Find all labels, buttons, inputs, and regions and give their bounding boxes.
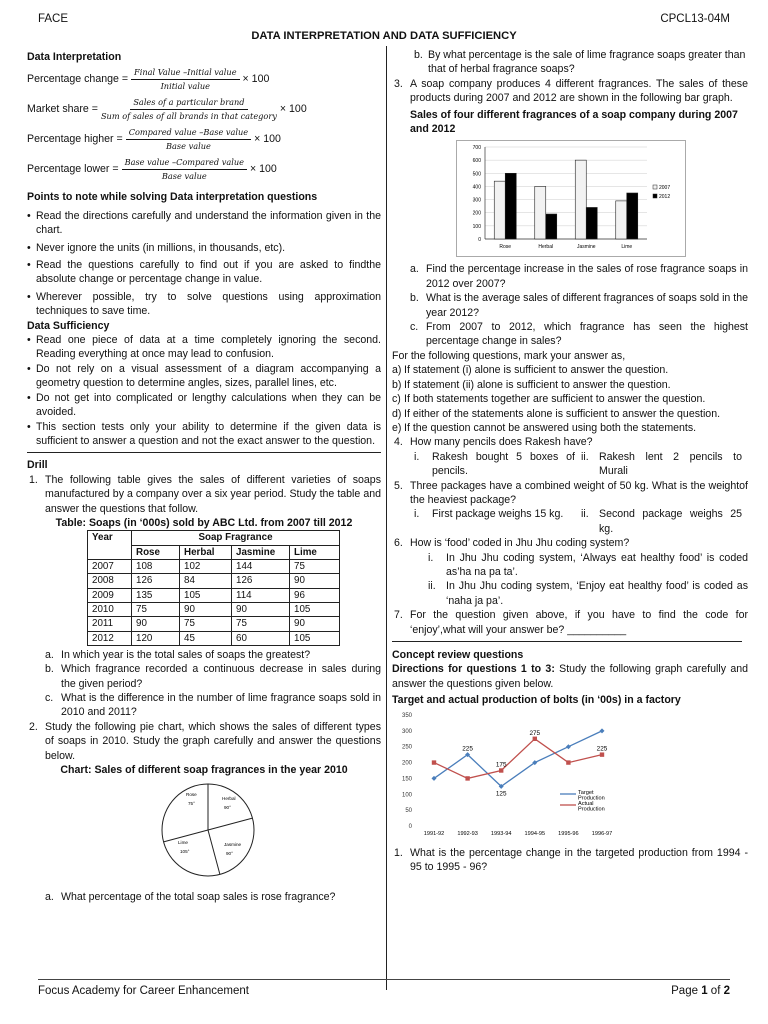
bar-legend-swatch — [653, 194, 657, 198]
footer-academy: Focus Academy for Career Enhancement — [38, 985, 249, 997]
formula-fraction — [126, 127, 251, 152]
line-point — [465, 776, 469, 780]
point-item: • Read the directions carefully and understand the information given in the chart. — [27, 209, 381, 238]
line-point — [600, 728, 605, 733]
table-cell: 90 — [180, 602, 232, 616]
year-cell: 2011 — [88, 617, 132, 631]
pie-chart-wrap — [27, 780, 381, 884]
table-cell: 90 — [132, 617, 180, 631]
ds-point-item: • Do not get into complicated or lengthy calculations when they can be avoided. — [27, 391, 381, 420]
bar-legend-label: 2007 — [659, 185, 671, 192]
line-x-label: 1996-97 — [591, 830, 613, 837]
column-header: Lime — [290, 545, 340, 559]
table-row — [88, 559, 340, 573]
ds-option — [392, 363, 748, 377]
table-caption: Table: Soaps (in ‘000s) sold by ABC Ltd. from 2007 till 2012 — [55, 516, 353, 529]
question-number: 2. — [29, 720, 38, 733]
formula-denominator: Sum of sales of all brands in that category — [100, 110, 277, 121]
pie-label: Herbal — [222, 795, 236, 801]
question-4-statements — [392, 450, 748, 479]
formula-multiplier: × 100 — [254, 133, 281, 146]
page-title: DATA INTERPRETATION AND DATA SUFFICIENCY — [251, 30, 517, 42]
points-heading: Points to note while solving Data interpretation questions — [27, 191, 318, 204]
question-5-statements — [392, 507, 748, 536]
option-text: If either of the statements alone is sufficient to answer the question. — [404, 407, 721, 420]
line-legend-label: Production — [578, 795, 605, 802]
line-x-label: 1992-93 — [457, 830, 478, 837]
question-1-subparts — [27, 648, 381, 720]
question-number: 3. — [394, 77, 403, 90]
ds-heading: Data Sufficiency — [27, 319, 110, 332]
table-cell: 144 — [232, 559, 290, 573]
bar-herbal-2007 — [535, 187, 546, 240]
question-number: 1. — [29, 473, 38, 486]
line-data-label: 125 — [495, 789, 507, 797]
line-data-label: 275 — [529, 729, 541, 737]
point-item: • Never ignore the units (in millions, in thousands, etc). — [27, 241, 381, 255]
table-cell: 75 — [132, 602, 180, 616]
question-number: 1. — [394, 847, 403, 860]
statement-ii: ii. Second package weighs 25 kg. — [581, 508, 742, 535]
bar-x-label: Jasmine — [576, 244, 596, 251]
bar-y-tick: 600 — [472, 158, 481, 165]
table-row — [88, 617, 340, 631]
question-text: Study the following pie chart, which shows the sales of different types of soaps in 2010. Study the graph carefully and answer the questions below. — [45, 720, 381, 762]
line-point — [533, 736, 537, 740]
line-legend-label: Production — [578, 806, 605, 813]
directions: Directions for questions 1 to 3: Study the following graph carefully and answer the questions given below. — [392, 663, 749, 690]
line-series-actual — [434, 738, 602, 778]
section-divider — [392, 641, 742, 642]
formula-multiplier: × 100 — [279, 103, 307, 116]
question-2-subparts — [27, 890, 381, 904]
table-cell: 102 — [180, 559, 232, 573]
table-row — [88, 602, 340, 616]
pie-label: Jasmine — [224, 841, 242, 847]
line-point — [566, 744, 571, 749]
column-header: Rose — [132, 545, 180, 559]
formula-row — [27, 154, 381, 184]
line-x-label: 1991-92 — [423, 830, 445, 837]
ds-intro: For the following questions, mark your answer as, — [392, 349, 626, 362]
line-legend-label: Actual — [578, 800, 594, 807]
sub-question — [27, 691, 381, 720]
crq-question-1 — [392, 846, 748, 875]
bar-jasmine-2007 — [575, 161, 586, 240]
sub-question — [27, 890, 381, 904]
sub-text: Which fragrance recorded a continuous decrease in sales during the given period? — [61, 663, 381, 690]
question-3-subparts — [392, 262, 748, 348]
question-1 — [27, 473, 381, 516]
bar-y-tick: 500 — [472, 171, 481, 178]
ds-points-list — [27, 333, 381, 448]
formula-label: Percentage change = — [27, 73, 129, 86]
question-2b — [392, 48, 748, 77]
fragrance-header: Soap Fragrance — [132, 531, 340, 545]
line-y-tick: 250 — [401, 744, 412, 751]
table-cell: 45 — [180, 631, 232, 645]
line-legend-label: Target — [578, 789, 594, 796]
line-y-tick: 100 — [401, 791, 412, 798]
formula-row — [27, 94, 381, 124]
option-letter: e) — [392, 421, 402, 434]
bar-y-tick: 200 — [472, 211, 481, 218]
sub-text: What is the average sales of different fragrances of soaps sold in the year 2012? — [426, 292, 748, 319]
option-text: If the question cannot be answered using both the statements. — [404, 421, 697, 434]
di-heading: Data Interpretation — [27, 51, 122, 63]
table-row — [88, 588, 340, 602]
bar-x-label: Rose — [499, 244, 512, 251]
bar-x-label: Lime — [621, 244, 633, 251]
formula-row — [27, 64, 381, 94]
left-column — [27, 48, 381, 904]
year-cell: 2010 — [88, 602, 132, 616]
bar-lime-2012 — [627, 193, 638, 239]
sub-question — [392, 262, 748, 291]
point-item: • Read the questions carefully to find out if you are asked to findthe absolute change or percentage change in value. — [27, 258, 381, 287]
ds-option — [392, 378, 748, 392]
bar-lime-2007 — [616, 201, 627, 239]
table-cell: 75 — [290, 559, 340, 573]
question-number: 5. — [394, 479, 403, 492]
ds-point-item: • Do not rely on a visual assessment of a diagram accompanying a geometry question to determine angles, sizes, parallel lines, etc. — [27, 362, 381, 391]
formula-denominator: Initial value — [160, 80, 210, 91]
sub-number: c. — [410, 321, 419, 334]
formula-list — [27, 64, 381, 184]
formula-numerator: Compared value –Base value — [126, 127, 251, 140]
pie-chart — [153, 780, 263, 880]
formula-fraction — [131, 67, 240, 92]
bar-y-tick: 0 — [478, 237, 481, 244]
table-cell: 96 — [290, 588, 340, 602]
sub-question — [392, 320, 748, 349]
statement-i: i. Rakesh bought 5 boxes of pencils. — [414, 450, 575, 478]
table-cell: 108 — [132, 559, 180, 573]
line-data-label: 225 — [462, 745, 473, 753]
table-cell: 60 — [232, 631, 290, 645]
bar-legend-label: 2012 — [659, 194, 671, 201]
sub-text: In which year is the total sales of soaps the greatest? — [61, 648, 311, 661]
option-letter: b) — [392, 378, 402, 391]
statement-i: i. First package weighs 15 kg. — [414, 508, 564, 521]
line-y-tick: 0 — [408, 823, 412, 830]
bar-rose-2007 — [494, 182, 505, 240]
line-chart — [392, 710, 642, 840]
formula-label: Percentage lower = — [27, 163, 119, 176]
sub-number: a. — [410, 263, 419, 276]
header-left: FACE — [38, 13, 69, 25]
question-number: 4. — [394, 436, 403, 449]
sub-text: From 2007 to 2012, which fragrance has seen the highest percentage change in sales? — [426, 321, 748, 348]
sub-text: What percentage of the total soap sales is rose fragrance? — [61, 890, 336, 903]
bar-jasmine-2012 — [586, 208, 597, 240]
table-cell: 105 — [290, 602, 340, 616]
option-letter: c) — [392, 393, 401, 406]
line-point — [499, 768, 503, 772]
question-text: Three packages have a combined weight of 50 kg. What is the weightof the heaviest package? — [410, 479, 748, 506]
formula-numerator: Sales of a particular brand — [130, 97, 247, 110]
table-cell: 90 — [290, 617, 340, 631]
question-7 — [392, 608, 748, 637]
sub-number: c. — [45, 692, 54, 705]
bar-y-tick: 100 — [472, 224, 481, 231]
drill-heading: Drill — [27, 459, 48, 472]
bar-herbal-2012 — [546, 214, 557, 239]
section-divider — [27, 452, 381, 453]
sub-number: a. — [45, 890, 54, 903]
sub-text: By what percentage is the sale of lime fragrance soaps greater than that of herbal fragrance soaps? — [428, 49, 746, 76]
question-4 — [392, 435, 748, 449]
bar-y-tick: 400 — [472, 184, 481, 191]
footer-rule — [38, 979, 730, 980]
line-point — [600, 752, 604, 756]
option-text: If statement (ii) alone is sufficient to answer the question. — [404, 378, 671, 391]
line-y-tick: 200 — [401, 760, 412, 767]
line-x-label: 1994-95 — [524, 830, 546, 837]
question-number: 6. — [394, 537, 403, 550]
line-x-label: 1995-96 — [558, 830, 579, 837]
point-item: • Wherever possible, try to solve questions using approximation techniques to save time. — [27, 290, 381, 319]
sub-question — [392, 291, 748, 320]
sub-number: a. — [45, 648, 54, 661]
question-3 — [392, 77, 748, 106]
line-caption: Target and actual production of bolts (in ‘00s) in a factory — [392, 694, 681, 707]
formula-numerator: Final Value –Initial value — [131, 67, 240, 80]
bar-chart — [457, 141, 685, 256]
question-6 — [392, 536, 748, 550]
sub-number: b. — [410, 292, 419, 305]
crq-heading: Concept review questions — [392, 649, 524, 661]
table-row — [88, 631, 340, 645]
sub-question — [27, 662, 381, 691]
line-y-tick: 150 — [401, 776, 412, 783]
ds-option — [392, 407, 748, 421]
table-cell: 114 — [232, 588, 290, 602]
pie-caption: Chart: Sales of different soap fragrances in the year 2010 — [60, 764, 348, 777]
sub-text: What is the difference in the number of lime fragrance soaps sold in 2010 and 2011? — [61, 692, 381, 719]
line-point — [566, 760, 570, 764]
pie-value: 90° — [224, 804, 231, 810]
year-cell: 2009 — [88, 588, 132, 602]
line-data-label: 175 — [495, 761, 507, 769]
pie-value: 105° — [180, 848, 190, 854]
sub-text: Find the percentage increase in the sales of rose fragrance soaps in 2012 over 2007? — [426, 263, 748, 290]
formula-label: Market share = — [27, 103, 98, 116]
option-text: If both statements together are sufficient to answer the question. — [404, 393, 706, 406]
column-divider — [386, 46, 387, 990]
table-cell: 90 — [290, 574, 340, 588]
formula-denominator: Base value — [161, 170, 207, 181]
formula-label: Percentage higher = — [27, 133, 123, 146]
table-cell: 75 — [232, 617, 290, 631]
table-cell: 105 — [290, 631, 340, 645]
pie-label: Rose — [186, 791, 197, 797]
year-cell: 2008 — [88, 574, 132, 588]
question-6-statement-i: i. In Jhu Jhu coding system, ‘Always eat healthy food’ is coded as’ha na pa ta’. — [428, 551, 748, 578]
sub-number: b. — [45, 663, 54, 676]
formula-fraction — [122, 157, 247, 182]
formula-multiplier: × 100 — [242, 73, 270, 86]
bar-chart-box — [456, 140, 686, 257]
year-cell: 2012 — [88, 631, 132, 645]
statement-ii: ii. Rakesh lent 2 pencils to Murali — [581, 450, 742, 478]
line-point — [432, 760, 436, 764]
question-text: For the question given above, if you have to find the code for ‘enjoy’,what will your answer be? __________ — [410, 609, 748, 636]
question-number: 7. — [394, 609, 403, 622]
bar-legend-swatch — [653, 185, 657, 189]
option-letter: d) — [392, 407, 402, 420]
ds-option — [392, 421, 748, 435]
question-6-statement-ii: ii. In Jhu Jhu coding system, ‘Enjoy eat healthy food’ is coded as ‘naha ja pa’. — [428, 580, 748, 607]
option-letter: a) — [392, 364, 402, 377]
header-code: CPCL13-04M — [660, 13, 730, 25]
pie-value: 90° — [226, 850, 233, 856]
question-text: How is ‘food’ coded in Jhu Jhu coding system? — [410, 537, 630, 550]
table-cell: 135 — [132, 588, 180, 602]
option-text: If statement (i) alone is sufficient to answer the question. — [404, 364, 669, 377]
column-header: Jasmine — [232, 545, 290, 559]
table-cell: 90 — [232, 602, 290, 616]
formula-fraction — [101, 97, 277, 122]
bar-caption: Sales of four different fragrances of a soap company during 2007 and 2012 — [410, 108, 738, 136]
table-cell: 105 — [180, 588, 232, 602]
line-y-tick: 300 — [401, 728, 412, 735]
question-2 — [27, 720, 381, 763]
line-data-label: 225 — [596, 745, 608, 753]
ds-options — [392, 363, 748, 435]
formula-numerator: Base value –Compared value — [122, 157, 247, 170]
ds-option — [392, 392, 748, 406]
footer-page: Page 1 of 2 — [671, 985, 730, 997]
question-text: What is the percentage change in the targeted production from 1994 - 95 to 1995 - 96? — [410, 847, 748, 874]
line-y-tick: 350 — [401, 712, 412, 719]
table-cell: 126 — [232, 574, 290, 588]
sub-question — [27, 648, 381, 662]
bar-rose-2012 — [505, 174, 516, 240]
question-text: How many pencils does Rakesh have? — [410, 436, 593, 449]
ds-point-item: • Read one piece of data at a time completely ignoring the second. Reading everything at once may lead to confusion. — [27, 333, 381, 362]
table-cell: 126 — [132, 574, 180, 588]
table-cell: 84 — [180, 574, 232, 588]
question-text: A soap company produces 4 different fragrances. The sales of these products during 2007 and 2012 are shown in the following bar graph. — [410, 77, 748, 105]
bar-x-label: Herbal — [538, 244, 554, 251]
soap-sales-table — [87, 530, 340, 646]
formula-denominator: Base value — [166, 140, 211, 151]
points-list — [27, 209, 381, 319]
ds-point-item: • This section tests only your ability to determine if the given data is sufficient to answer a question and not the exact answer to the question. — [27, 420, 381, 449]
sub-number: b. — [414, 49, 423, 61]
year-cell: 2007 — [88, 559, 132, 573]
question-text: The following table gives the sales of different varieties of soaps manufactured by a company over a six year period. Study the table and answer the questions that follow. — [45, 473, 381, 515]
table-cell: 75 — [180, 617, 232, 631]
pie-value: 75° — [188, 800, 195, 806]
line-y-tick: 50 — [405, 807, 412, 814]
line-series-target — [434, 730, 602, 786]
table-cell: 120 — [132, 631, 180, 645]
right-column — [392, 48, 748, 875]
question-5 — [392, 479, 748, 508]
formula-row — [27, 124, 381, 154]
line-x-label: 1993-94 — [490, 830, 512, 837]
formula-multiplier: × 100 — [250, 163, 277, 176]
bar-y-tick: 700 — [472, 145, 481, 152]
pie-label: Lime — [178, 839, 188, 845]
year-header: Year — [88, 531, 132, 560]
bar-y-tick: 300 — [472, 198, 481, 205]
table-row — [88, 574, 340, 588]
column-header: Herbal — [180, 545, 232, 559]
